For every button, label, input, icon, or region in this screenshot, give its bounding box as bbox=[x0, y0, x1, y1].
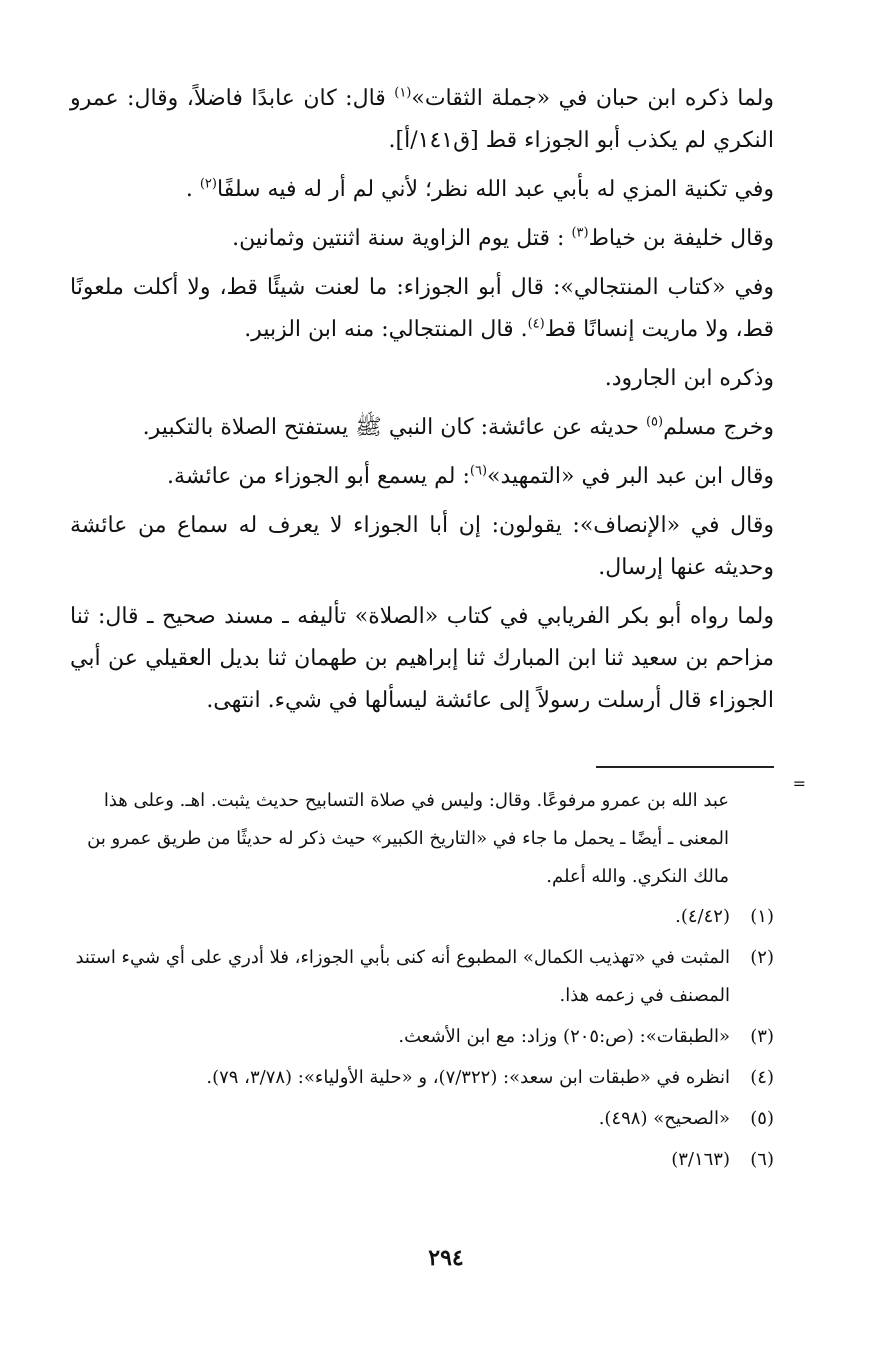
footnote-ref-4: (٤) bbox=[527, 316, 545, 332]
footnote-1 bbox=[70, 898, 774, 936]
text-segment: قال: كان عابدًا فاضلاً، وقال: عمرو النكري لم يكذب أبو الجوزاء قط [ق١٤١/أ]. bbox=[70, 86, 774, 153]
footnote-4 bbox=[70, 1059, 774, 1097]
footnote-number: (٤) bbox=[750, 1067, 774, 1088]
footnote-ref-6: (٦) bbox=[469, 463, 488, 479]
paragraph-7 bbox=[70, 456, 774, 498]
text-segment: وقال ابن عبد البر في «التمهيد» bbox=[487, 464, 774, 489]
footnote-text: المثبت في «تهذيب الكمال» المطبوع أنه كنى بأبي الجوزاء، فلا أدري على أي شيء استند المصنف في زعمه هذا. bbox=[75, 947, 730, 1006]
footnote-separator bbox=[596, 766, 774, 768]
footnote-text: «الطبقات»: (ص:٢٠٥) وزاد: مع ابن الأشعث. bbox=[398, 1026, 730, 1047]
footnote-continuation: عبد الله بن عمرو مرفوعًا. وقال: وليس في صلاة التسابيح حديث يثبت. اهـ. وعلى هذا المعنى ـ أيضًا ـ يحمل ما جاء في «التاريخ الكبير» حيث ذكر له حديثًا من طريق عمرو بن مالك النكري. والله أعلم. bbox=[87, 790, 729, 887]
footnote-text: (٤/٤٢). bbox=[675, 906, 730, 927]
footnote-number: (٢) bbox=[750, 947, 774, 968]
footnote-number: (٣) bbox=[750, 1026, 774, 1047]
footnotes bbox=[70, 782, 774, 1182]
paragraph-4 bbox=[70, 267, 774, 351]
footnote-text: (٣/١٦٣) bbox=[671, 1149, 730, 1170]
footnote-2 bbox=[70, 939, 774, 1015]
footnote-ref-2: (٢) bbox=[199, 176, 217, 192]
paragraph-3 bbox=[70, 218, 774, 260]
page-number: ٢٩٤ bbox=[428, 1245, 464, 1271]
footnote-6 bbox=[70, 1141, 774, 1179]
footnote-3 bbox=[70, 1018, 774, 1056]
paragraph-1 bbox=[70, 78, 774, 162]
text-segment: وذكره ابن الجارود. bbox=[604, 366, 774, 391]
footnote-ref-3: (٣) bbox=[571, 225, 589, 241]
text-segment: : لم يسمع أبو الجوزاء من عائشة. bbox=[167, 464, 470, 489]
text-segment: وقال خليفة بن خياط bbox=[588, 226, 774, 251]
text-segment: حديثه عن عائشة: كان النبي ﷺ يستفتح الصلاة بالتكبير. bbox=[142, 415, 646, 440]
footnote-number: (٥) bbox=[750, 1108, 774, 1129]
main-text bbox=[70, 78, 774, 722]
text-segment: وفي «كتاب المنتجالي»: قال أبو الجوزاء: ما لعنت شيئًا قط، ولا أكلت ملعونًا قط، ولا ماريت إنسانًا قط bbox=[70, 275, 774, 342]
paragraph-6 bbox=[70, 407, 774, 449]
text-segment: وخرج مسلم bbox=[663, 415, 774, 440]
paragraph-5 bbox=[70, 358, 774, 400]
text-segment: ولما ذكره ابن حبان في «جملة الثقات» bbox=[411, 86, 774, 111]
text-segment: وفي تكنية المزي له بأبي عبد الله نظر؛ لأني لم أر له فيه سلفًا bbox=[216, 177, 774, 202]
footnote-text: انظره في «طبقات ابن سعد»: (٧/٣٢٢)، و «حلية الأولياء»: (٣/٧٨، ٧٩). bbox=[206, 1067, 730, 1088]
footnote-text: «الصحيح» (٤٩٨). bbox=[598, 1108, 730, 1129]
text-segment: ولما رواه أبو بكر الفريابي في كتاب «الصلاة» تأليفه ـ مسند صحيح ـ قال: ثنا مزاحم بن سعيد ثنا ابن المبارك ثنا إبراهيم بن طهمان ثنا بديل العقيلي عن أبي الجوزاء قال أرسلت رسولاً إلى عائشة ليسألها في شيء. انتهى. bbox=[70, 604, 774, 713]
footnote-number: (١) bbox=[750, 906, 774, 927]
footnote-ref-1: (١) bbox=[394, 85, 412, 101]
paragraph-9 bbox=[70, 596, 774, 722]
continuation-mark: = bbox=[792, 774, 806, 793]
text-segment: . bbox=[185, 177, 200, 202]
paragraph-2 bbox=[70, 169, 774, 211]
text-segment: وقال في «الإنصاف»: يقولون: إن أبا الجوزاء لا يعرف له سماع من عائشة وحديثه عنها إرسال. bbox=[70, 513, 774, 580]
footnote-5 bbox=[70, 1100, 774, 1138]
footnote-ref-5: (٥) bbox=[645, 414, 664, 430]
paragraph-8 bbox=[70, 505, 774, 589]
footnote-number: (٦) bbox=[750, 1149, 774, 1170]
text-segment: . قال المنتجالي: منه ابن الزبير. bbox=[244, 317, 528, 342]
text-segment: : قتل يوم الزاوية سنة اثنتين وثمانين. bbox=[232, 226, 572, 251]
